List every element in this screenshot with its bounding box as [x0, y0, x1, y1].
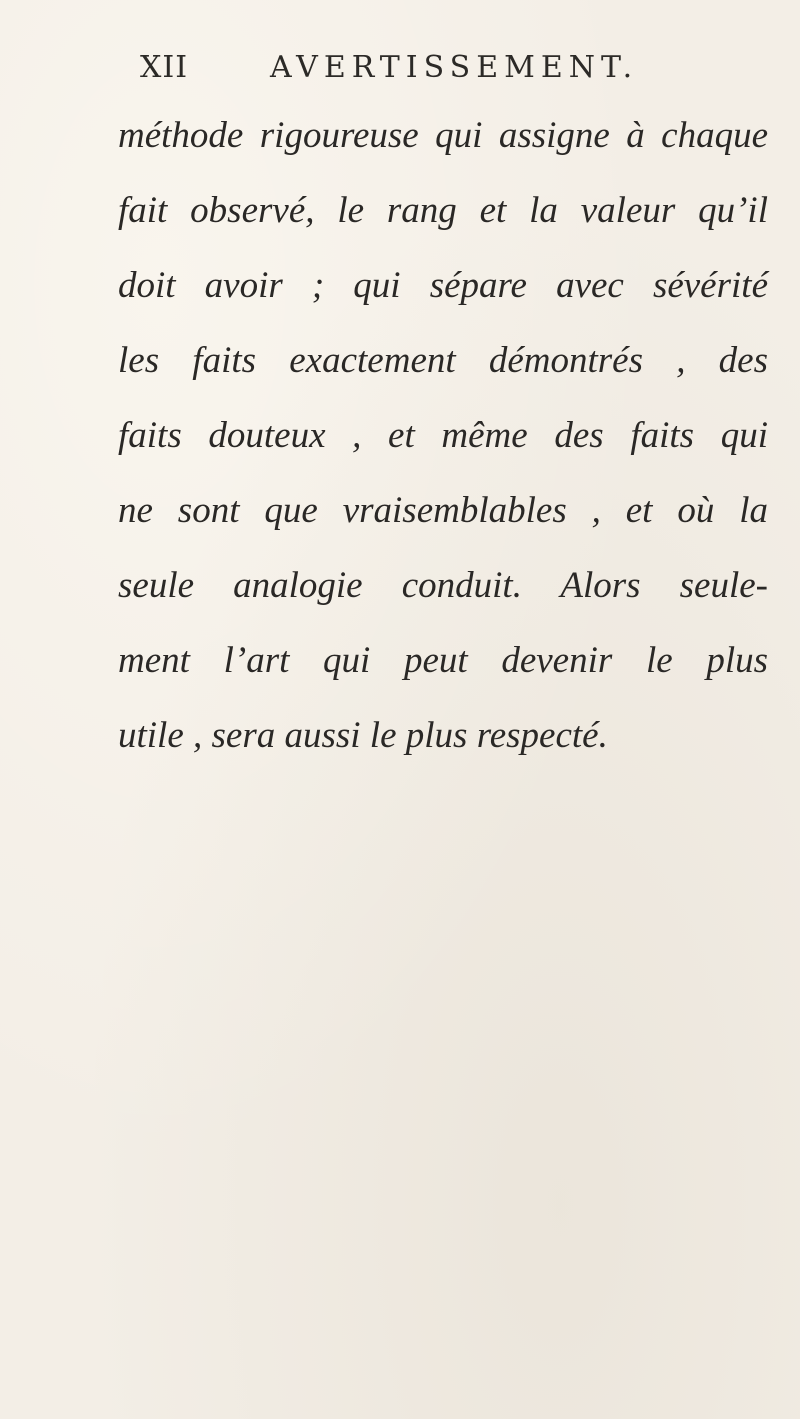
text-line: les faits exactement démontrés , des [118, 340, 768, 381]
text-line: fait observé, le rang et la valeur qu’il [118, 190, 768, 231]
text-line: ne sont que vraisemblables , et où la [118, 490, 768, 531]
text-line: seule analogie conduit. Alors seule- [118, 565, 768, 606]
body-text [118, 98, 768, 773]
text-line: faits douteux , et même des faits qui [118, 415, 768, 456]
text-line: utile , sera aussi le plus respecté. [118, 715, 608, 756]
running-head: AVERTISSEMENT. [270, 50, 639, 85]
page-number: XII [140, 50, 189, 85]
text-line: doit avoir ; qui sépare avec sévérité [118, 265, 768, 306]
text-line: ment l’art qui peut devenir le plus [118, 640, 768, 681]
page-header [140, 48, 660, 98]
text-line: méthode rigoureuse qui assigne à chaque [118, 115, 768, 156]
